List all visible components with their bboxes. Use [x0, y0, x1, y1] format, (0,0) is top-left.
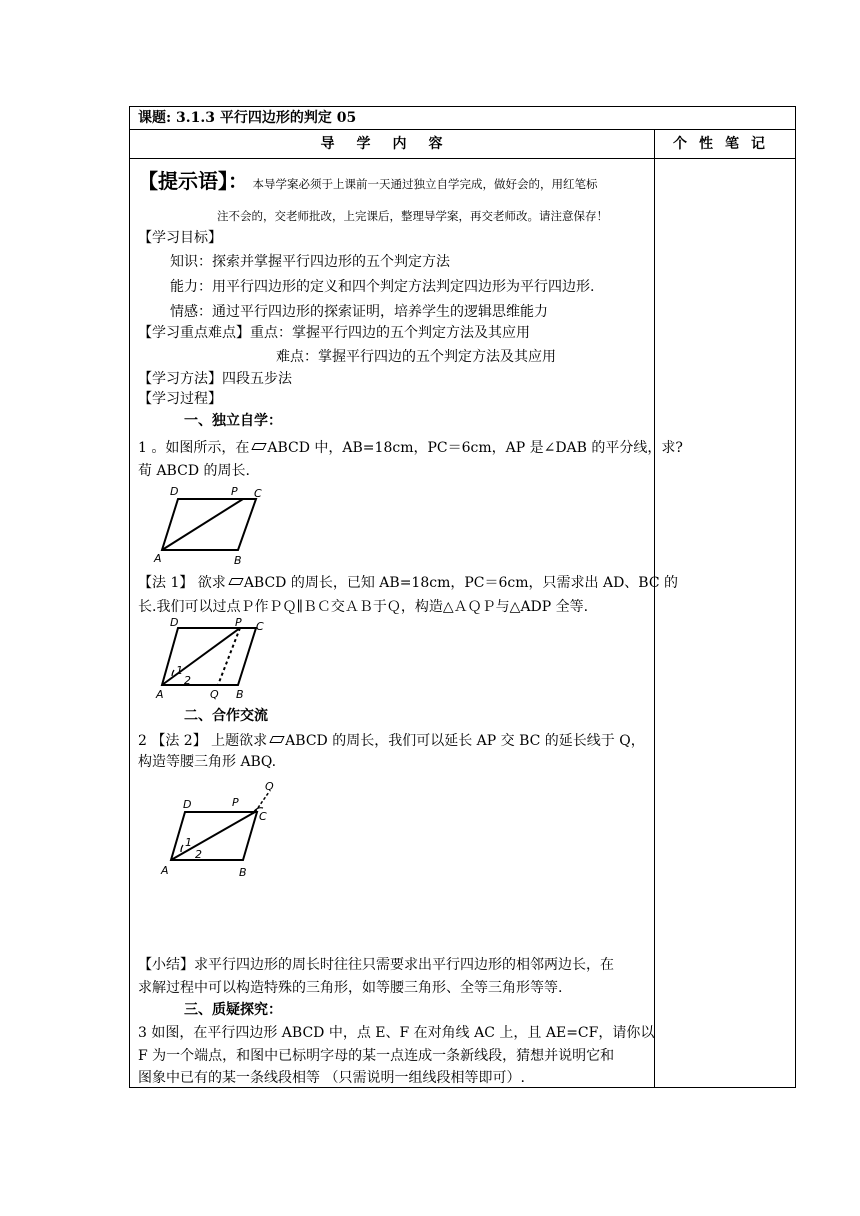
method-1-line-1 [138, 574, 678, 592]
fig3-label-q: Q [265, 780, 274, 793]
focus-heading: 【学习重点难点】 [138, 325, 250, 341]
parallelogram-icon [270, 736, 285, 743]
fig2-label-p: P [235, 618, 242, 629]
m2-post: ABCD 的周长，我们可以延长 AP 交 BC 的延长线于 Q， [285, 733, 645, 749]
lesson-title: 课题: 3.1.3 平行四边形的判定 05 [130, 107, 795, 130]
parallelogram-icon [228, 578, 243, 585]
fig1-label-d: D [170, 485, 179, 498]
header-row [130, 130, 795, 159]
method-1-line-2: 长.我们可以过点Ｐ作ＰＱ∥ＢＣ交ＡＢ于Ｑ，构造△ＡＱＰ与△ADP 全等. [138, 599, 589, 615]
fig2-angle-1: 1 [176, 664, 183, 677]
m2-pre: 2 【法 2】 上题欲求 [138, 733, 268, 749]
q1-pre: 1 。如图所示，在 [138, 440, 250, 456]
focus-difficult: 难点：掌握平行四边的五个判定方法及其应用 [276, 349, 556, 365]
summary-line-2: 求解过程中可以构造特殊的三角形，如等腰三角形、全等三角形等等. [138, 980, 563, 996]
fig1-label-a: A [154, 552, 162, 565]
fig1-label-p: P [231, 485, 238, 498]
summary-line-1: 【小结】求平行四边形的周长时往往只需要求出平行四边形的相邻两边长，在 [138, 957, 614, 973]
question-3-line-3: 图象中已有的某一条线段相等 （只需说明一组线段相等即可）. [138, 1070, 525, 1086]
question-3-line-1: 3 如图，在平行四边形 ABCD 中，点 E、F 在对角线 AC 上，且 AE=CF，请你以 [138, 1025, 655, 1041]
section1-title: 一、独立自学： [184, 413, 282, 429]
fig3-label-p: P [232, 796, 239, 809]
q1-post: ABCD 中，AB=18cm，PC＝6cm，AP 是∠DAB 的平分线，求? [267, 440, 683, 456]
section3-title: 三、质疑探究： [184, 1002, 282, 1018]
focus-key: 重点：掌握平行四边的五个判定方法及其应用 [250, 325, 530, 341]
method-2-line-1 [138, 732, 645, 750]
method-value: 四段五步法 [222, 371, 292, 387]
tip-line-2: 注不会的，交老师批改，上完课后，整理导学案，再交老师改。请注意保存！ [217, 209, 608, 223]
fig2-label-a: A [156, 688, 164, 700]
fig3-angle-1: 1 [185, 836, 192, 849]
goal-knowledge: 知识：探索并掌握平行四边形的五个判定方法 [170, 254, 450, 270]
question-3-line-2: F 为一个端点，和图中已标明字母的某一点连成一条新线段，猜想并说明它和 [138, 1048, 615, 1064]
m1-pre: 【法 1】 欲求 [138, 575, 226, 591]
focus-row [138, 324, 530, 342]
notes-column-header: 个性笔记 [673, 136, 777, 152]
goals-heading: 【学习目标】 [138, 230, 222, 246]
fig2-label-c: C [256, 620, 264, 633]
figure-2-parallelogram [150, 618, 280, 700]
process-heading: 【学习过程】 [138, 391, 222, 407]
method-heading: 【学习方法】 [138, 371, 222, 387]
m1-post: ABCD 的周长，已知 AB=18cm，PC＝6cm，只需求出 AD、BC 的 [243, 575, 679, 591]
tip-colon: ： [228, 169, 248, 193]
notes-column [655, 158, 795, 1087]
goal-emotion: 情感：通过平行四边形的探索证明，培养学生的逻辑思维能力 [170, 304, 548, 320]
question-1-line-2: 荀 ABCD 的周长. [138, 463, 250, 479]
figure-1-parallelogram [150, 484, 280, 566]
fig2-angle-2: 2 [184, 674, 191, 687]
parallelogram-icon [252, 443, 267, 450]
method-row [138, 370, 292, 388]
section2-title: 二、合作交流 [184, 708, 268, 724]
fig3-label-a: A [161, 864, 169, 877]
fig2-label-d: D [170, 618, 179, 629]
fig3-angle-2: 2 [195, 848, 202, 861]
content-column-header: 导学内容 [320, 136, 465, 152]
fig3-label-b: B [239, 866, 247, 879]
fig1-label-c: C [254, 487, 262, 500]
fig2-label-q: Q [210, 688, 219, 700]
method-2-line-2: 构造等腰三角形 ABQ. [138, 754, 277, 770]
tip-block [138, 169, 598, 193]
fig1-label-b: B [234, 554, 242, 566]
goal-ability: 能力：用平行四边形的定义和四个判定方法判定四边形为平行四边形. [170, 279, 595, 295]
question-1-line-1 [138, 439, 683, 457]
fig3-label-c: C [259, 810, 267, 823]
fig2-label-b: B [236, 688, 244, 700]
figure-3-parallelogram [155, 778, 285, 880]
fig3-label-d: D [183, 798, 192, 811]
tip-line-1: 本导学案必须于上课前一天通过独立自学完成，做好会的，用红笔标 [252, 177, 598, 191]
tip-label: 【提示语】 [138, 169, 228, 193]
